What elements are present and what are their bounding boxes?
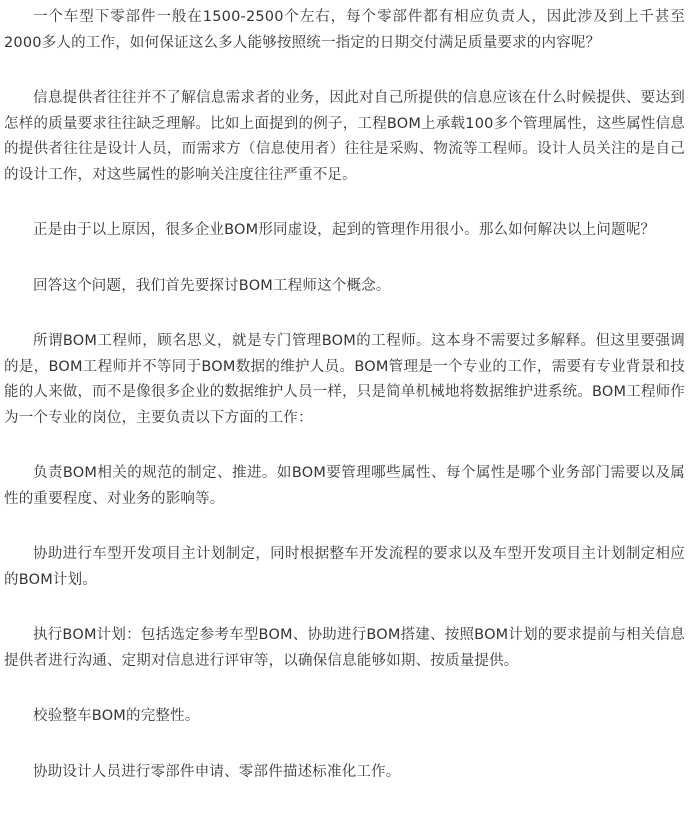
paragraph-duty-planning: 协助进行车型开发项目主计划制定，同时根据整车开发流程的要求以及车型开发项目主计划制定相应的BOM计划。 [4,546,685,588]
paragraph-bom-engineer-definition: 所谓BOM工程师，顾名思义，就是专门管理BOM的工程师。这本身不需要过多解释。但这里要强调的是，BOM工程师并不等同于BOM数据的维护人员。BOM管理是一个专业的工作，需要有专业背景和技能的人来做，而不是像很多企业的数据维护人员一样，只是简单机械地将数据维护进系统。BOM工程师作为一个专业的岗位，主要负责以下方面的工作： [4,333,686,426]
paragraph-bom-problem: 正是由于以上原因，很多企业BOM形同虚设，起到的管理作用很小。那么如何解决以上问题呢？ [33,222,656,238]
paragraph-info-providers: 信息提供者往往并不了解信息需求者的业务，因此对自己所提供的信息应该在什么时候提供、要达到怎样的质量要求往往缺乏理解。比如上面提到的例子，工程BOM上承载100多个管理属性，这些属性信息的提供者往往是设计人员，而需求方（信息使用者）往往是采购、物流等工程师。设计人员关注的是自己的设计工作，对这些属性的影响关注度往往严重不足。 [4,90,685,183]
paragraph-duty-execute-plan: 执行BOM计划：包括选定参考车型BOM、协助进行BOM搭建、按照BOM计划的要求提前与相关信息提供者进行沟通、定期对信息进行评审等，以确保信息能够如期、按质量提供。 [4,627,685,669]
paragraph-bom-engineer-intro: 回答这个问题，我们首先要探讨BOM工程师这个概念。 [33,277,391,294]
paragraph-duty-verify: 校验整车BOM的完整性。 [33,708,200,724]
paragraph-part-count: 一个车型下零部件一般在1500-2500个左右，每个零部件都有相应负责人，因此涉及到上千甚至2000多人的工作，如何保证这么多人能够按照统一指定的日期交付满足质量要求的内容呢？ [4,9,685,51]
paragraph-duty-assist-design: 协助设计人员进行零部件申请、零部件描述标准化工作。 [33,763,401,780]
paragraph-duty-standards: 负责BOM相关的规范的制定、推进。如BOM要管理哪些属性、每个属性是哪个业务部门需要以及属性的重要程度、对业务的影响等。 [4,465,685,507]
